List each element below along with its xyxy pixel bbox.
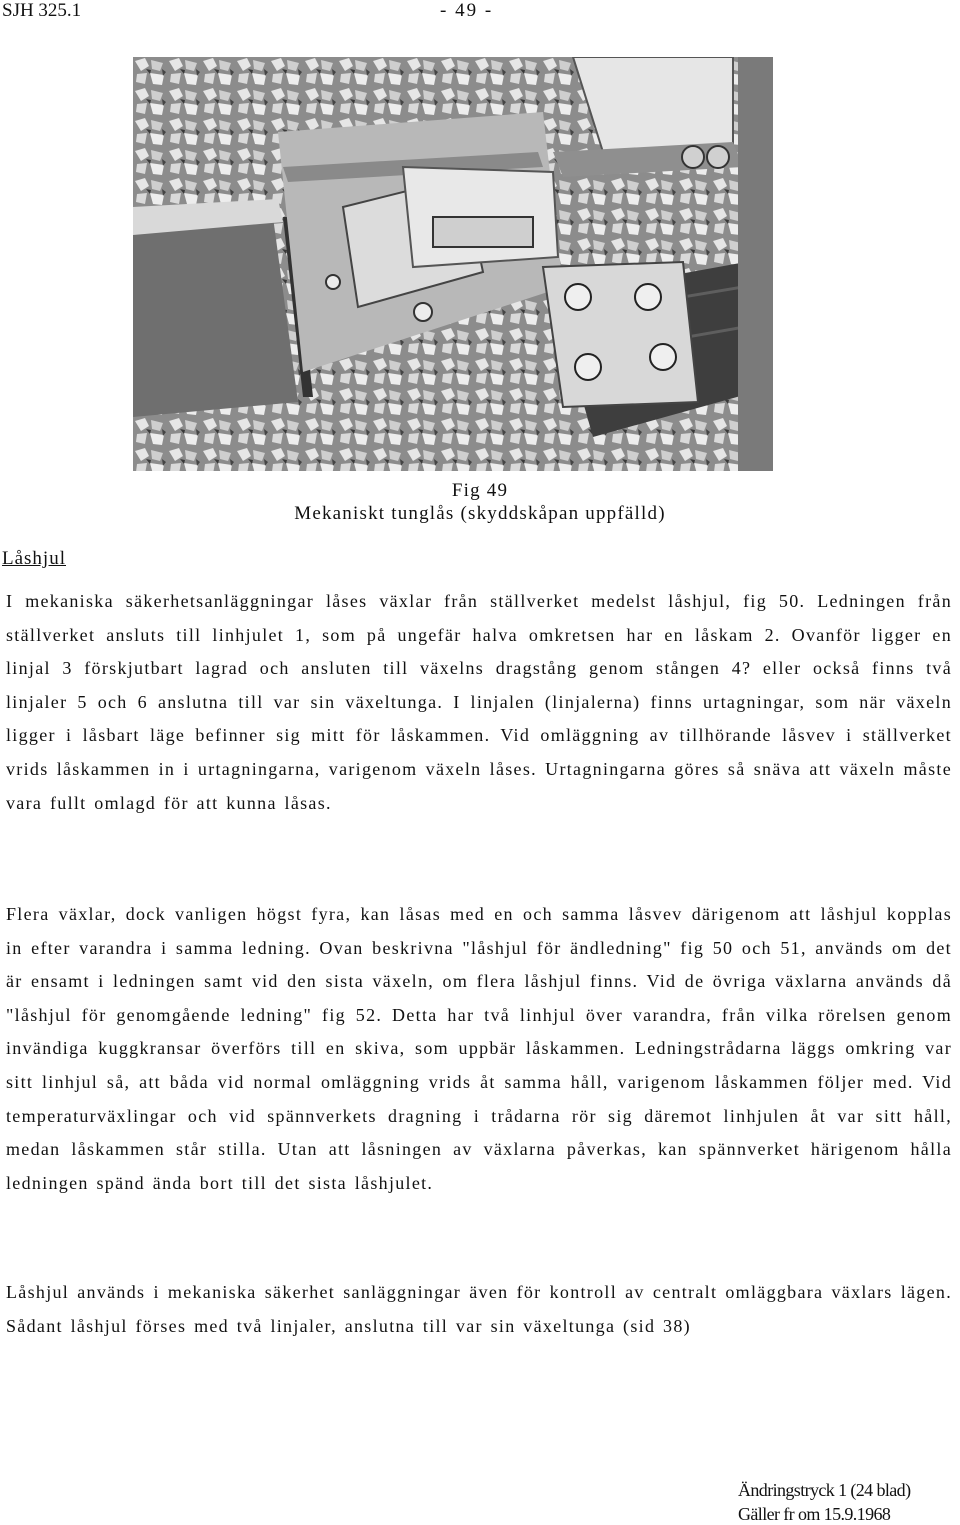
paragraph-3: Låshjul används i mekaniska säkerhet sanläggningar även för kontroll av centralt omläggbara växlars lägen. Sådant låshjul förses med två linjaler, anslutna till var sin växeltunga (sid 38) [6,1282,952,1336]
figure-title: Mekaniskt tunglås (skyddskåpan uppfälld) [294,503,666,524]
footer-valid-from: Gäller fr om 15.9.1968 [738,1504,891,1524]
document-id: SJH 325.1 [2,0,82,21]
figure-number: Fig 49 [451,480,509,501]
paragraph-2: Flera växlar, dock vanligen högst fyra, kan låsas med en och samma låsvev därigenom att låshjul kopplas in efter varandra i samma ledning. Ovan beskrivna "låshjul för ändledning" fig 50 och 51, används om det är ensamt i ledningen samt vid den sista växeln, om flera låshjul finns. Vid de övriga växlarna används då "låshjul för genomgående ledning" fig 52. Detta har två linhjul över varandra, från vilka rörelsen genom invändiga kuggkransar överförs till en skiva, som uppbär låskammen. Ledningstrådarna läggs omkring var sitt linhjul så, att båda vid normal omläggning vrids åt samma håll, varigenom låskammen följer med. Vid temperaturväxlingar och vid spännverkets dragning i trådarna rör sig däremot linhjulen åt var sitt håll, medan låskammen står stilla. Utan att låsningen av växlarna påverkas, kan spännverket härigenom hålla ledningen spänd ända bort till det sista låshjulet. [6,904,952,1193]
section-heading: Låshjul [2,548,66,569]
page-number: - 49 - [440,0,494,21]
paragraph-1: I mekaniska säkerhetsanläggningar låses växlar från ställverket medelst låshjul, fig 50. Ledningen från ställverket ansluts till linhjulet 1, som på ungefär halva omkretsen har en låskam 2. Ovanför ligger en linjal 3 förskjutbart lagrad och ansluten till växelns dragstång genom stången 4? eller också finns två linjaler 5 och 6 anslutna till var sin växeltunga. I linjalen (linjalerna) finns urtagningar, som när växeln ligger i låsbart läge befinner sig mitt för låskammen. Vid omläggning av tillhörande låsvev i ställverket vrids låskammen in i urtagningarna, varigenom växeln låses. Urtagningarna göres så snäva att växeln måste vara fullt omlagd för att kunna låsas. [6,591,952,813]
footer-revision: Ändringstryck 1 (24 blad) [738,1480,911,1500]
figure-photo [133,57,773,471]
